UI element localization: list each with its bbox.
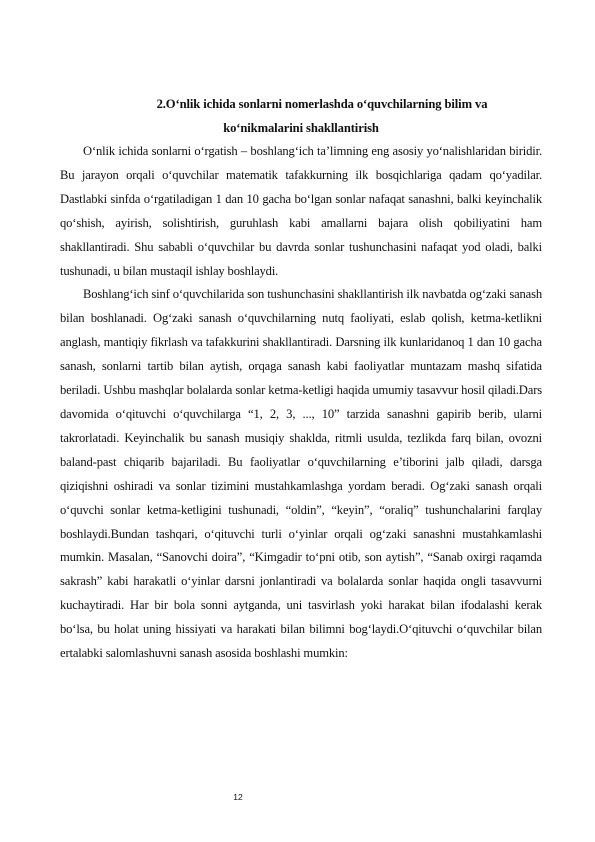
paragraph-1: O‘nlik ichida sonlarni o‘rgatish – boshlang‘ich ta’limning eng asosiy yo‘nalishlaridan biridir. Bu jarayon orqali o‘quvchilar matematik tafakkurning ilk bosqichlariga qadam qo‘yadilar. Dastlabki sinfda o‘rgatiladigan 1 dan 10 gacha bo‘lgan sonlar nafaqat sanashni, balki keyinchalik qo‘shish, ayirish, solishtirish, guruhlash kabi amallarni bajara olish qobiliyatini ham shakllantiradi. Shu sababli o‘quvchilar bu davrda sonlar tushunchasini nafaqat yod oladi, balki tushunadi, u bilan mustaqil ishlay boshlaydi. [60, 144, 542, 278]
section-heading-line-2: ko‘nikmalarini shakllantirish [223, 121, 379, 135]
section-heading [60, 92, 542, 140]
paragraph-2: Boshlang‘ich sinf o‘quvchilarida son tushunchasini shakllantirish ilk navbatda og‘zaki sanash bilan boshlanadi. Og‘zaki sanash o‘quvchilarning nutq faoliyati, eslab qolish, ketma-ketlikni anglash, mantiqiy fikrlash va tafakkurini shakllantiradi. Darsning ilk kunlaridanoq 1 dan 10 gacha sanash, sonlarni tartib bilan aytish, orqaga sanash kabi faoliyatlar muntazam mashq sifatida beriladi. Ushbu mashqlar bolalarda sonlar ketma-ketligi haqida umumiy tasavvur hosil qiladi.Dars davomida o‘qituvchi o‘quvchilarga “1, 2, 3, ..., 10” tarzida sanashni gapirib berib, ularni takrorlatadi. Keyinchalik bu sanash musiqiy shaklda, ritmli usulda, tezlikda farq bilan, ovozni baland-past chiqarib bajariladi. Bu faoliyatlar o‘quvchilarning e’tiborini jalb qiladi, darsga qiziqishni oshiradi va sonlar tizimini mustahkamlashga yordam beradi. Og‘zaki sanash orqali o‘quvchi sonlar ketma-ketligini tushunadi, “oldin”, “keyin”, “oraliq” tushunchalarini farqlay boshlaydi.Bundan tashqari, o‘qituvchi turli o‘yinlar orqali og‘zaki sanashni mustahkamlashi mumkin. Masalan, “Sanovchi doira”, “Kimgadir to‘pni otib, son aytish”, “Sanab oxirgi raqamda sakrash” kabi harakatli o‘yinlar darsni jonlantiradi va bolalarda sonlar haqida ongli tasavvurni kuchaytiradi. Har bir bola sonni aytganda, uni tasvirlash yoki harakat bilan ifodalashi kerak bo‘lsa, bu holat uning hissiyati va harakati bilan bilimni bog‘laydi.O‘qituvchi o‘quvchilar bilan ertalabki salomlashuvni sanash asosida boshlashi mumkin: [60, 287, 542, 661]
page-number: 12 [233, 792, 243, 802]
body-text [60, 140, 542, 666]
section-heading-line-1: 2.O‘nlik ichida sonlarni nomerlashda o‘quvchilarning bilim va [156, 97, 488, 111]
